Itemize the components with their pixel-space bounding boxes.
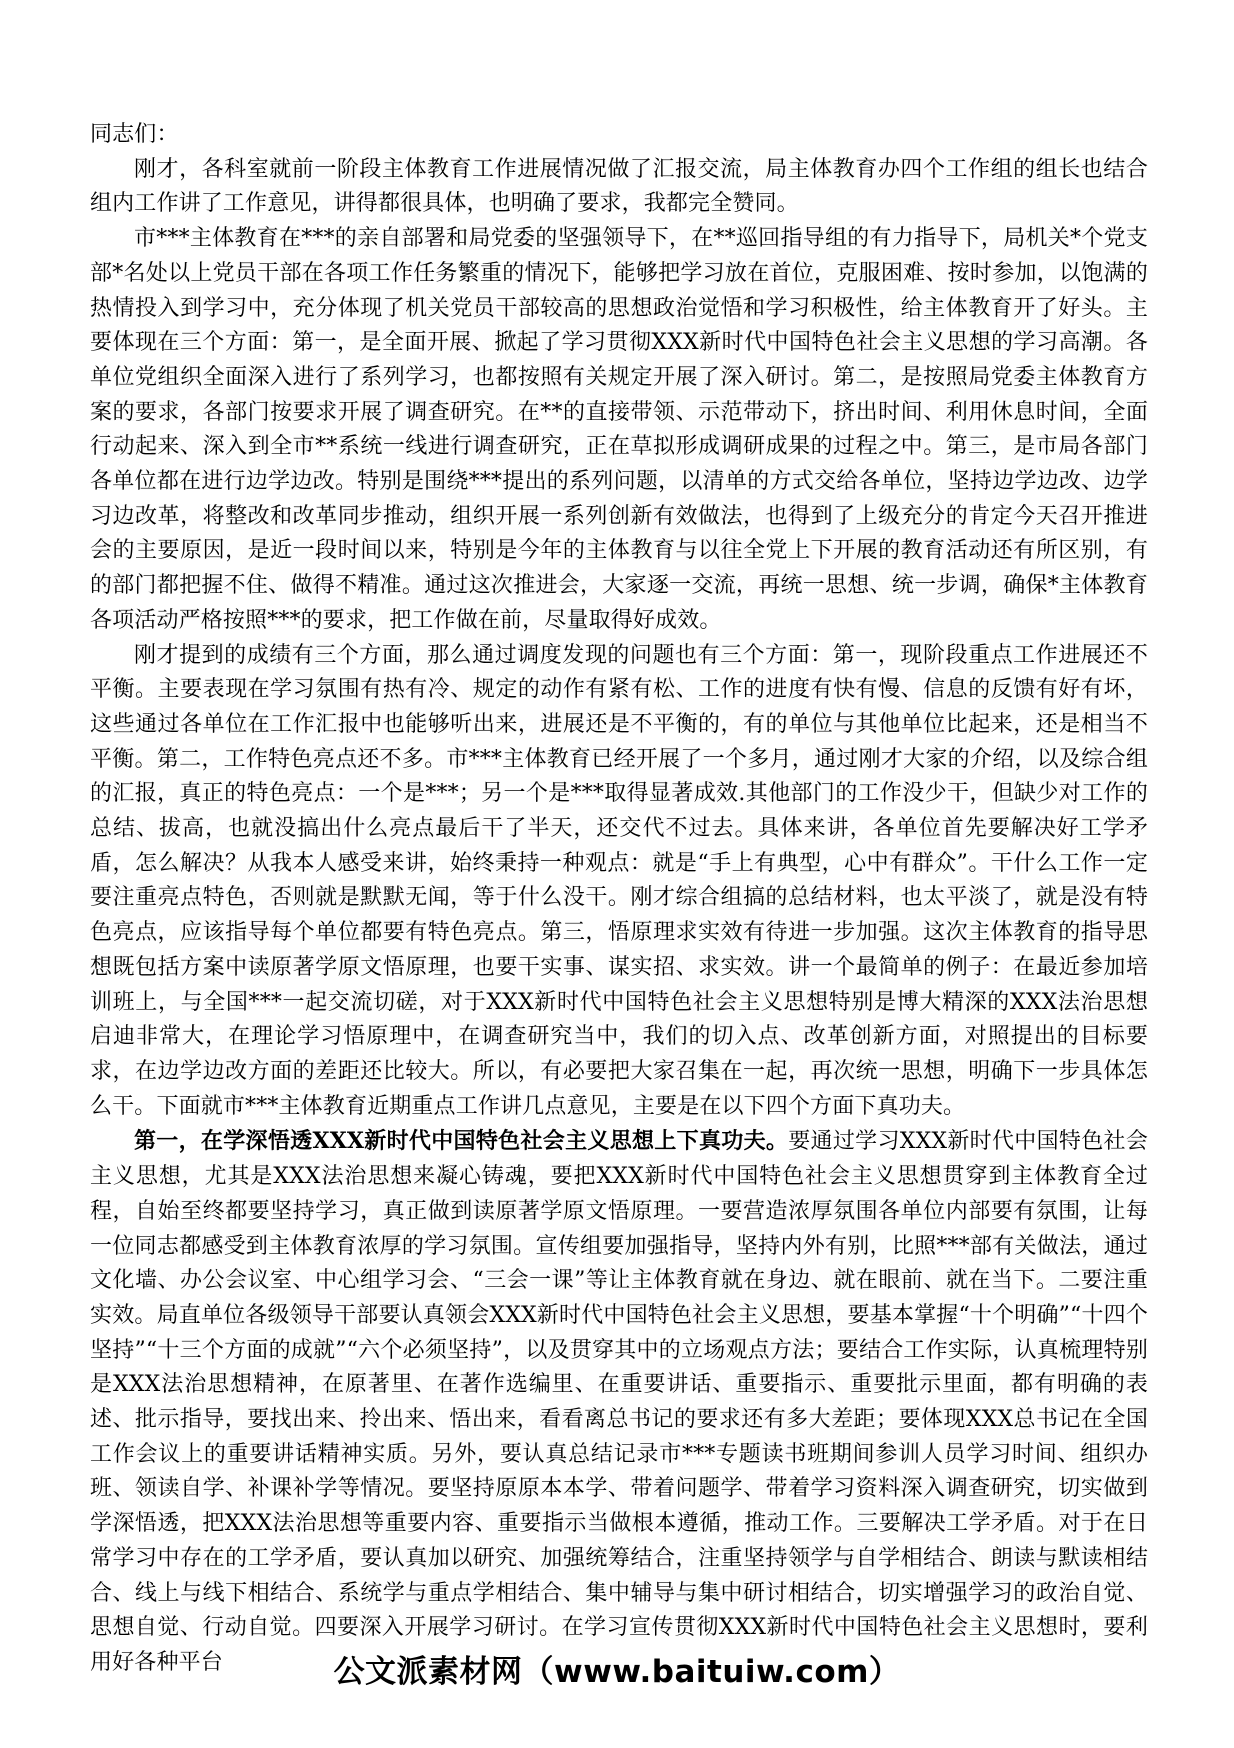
salutation: 同志们：	[90, 122, 179, 147]
document-body	[90, 118, 1148, 1681]
paragraph-3-text: 刚才提到的成绩有三个方面，那么通过调度发现的问题也有三个方面：第一，现阶段重点工作进展还不平衡。主要表现在学习氛围有热有冷、规定的动作有紧有松、工作的进度有快有慢、信息的反馈有好有坏，这些通过各单位在工作汇报中也能够听出来，进展还是不平衡的，有的单位与其他单位比起来，还是相当不平衡。第二，工作特色亮点还不多。市***主体教育已经开展了一个多月，通过刚才大家的介绍，以及综合组的汇报，真正的特色亮点：一个是***；另一个是***取得显著成效.其他部门的工作没少干，但缺少对工作的总结、拔高，也就没搞出什么亮点最后干了半天，还交代不过去。具体来讲，各单位首先要解决好工学矛盾，怎么解决？从我本人感受来讲，始终秉持一种观点：就是“手上有典型，心中有群众”。干什么工作一定要注重亮点特色，否则就是默默无闻，等于什么没干。刚才综合组搞的总结材料，也太平淡了，就是没有特色亮点，应该指导每个单位都要有特色亮点。第三，悟原理求实效有待进一步加强。这次主体教育的指导思想既包括方案中读原著学原文悟原理，也要干实事、谋实招、求实效。讲一个最简单的例子：在最近参加培训班上，与全国***一起交流切磋，对于XXX新时代中国特色社会主义思想特别是博大精深的XXX法治思想启迪非常大，在理论学习悟原理中，在调查研究当中，我们的切入点、改革创新方面，对照提出的目标要求，在边学边改方面的差距还比较大。所以，有必要把大家召集在一起，再次统一思想，明确下一步具体怎么干。下面就市***主体教育近期重点工作讲几点意见，主要是在以下四个方面下真功夫。	[90, 642, 1148, 1119]
section-heading: 第一，在学深悟透XXX新时代中国特色社会主义思想上下真功夫。	[134, 1128, 789, 1155]
paragraph-1-text: 刚才，各科室就前一阶段主体教育工作进展情况做了汇报交流，局主体教育办四个工作组的组长也结合组内工作讲了工作意见，讲得都很具体，也明确了要求，我都完全赞同。	[90, 156, 1148, 217]
paragraph-3	[90, 639, 1148, 1125]
footer-watermark: 公文派素材网（www.baituiw.com）	[333, 1654, 901, 1690]
paragraph-4	[90, 1124, 1148, 1680]
paragraph-2-text: 市***主体教育在***的亲自部署和局党委的坚强领导下，在**巡回指导组的有力指导下，局机关*个党支部*名处以上党员干部在各项工作任务繁重的情况下，能够把学习放在首位，克服困难、按时参加，以饱满的热情投入到学习中，充分体现了机关党员干部较高的思想政治觉悟和学习积极性，给主体教育开了好头。主要体现在三个方面：第一，是全面开展、掀起了学习贯彻XXX新时代中国特色社会主义思想的学习高潮。各单位党组织全面深入进行了系列学习，也都按照有关规定开展了深入研讨。第二，是按照局党委主体教育方案的要求，各部门按要求开展了调查研究。在**的直接带领、示范带动下，挤出时间、利用休息时间，全面行动起来、深入到全市**系统一线进行调查研究，正在草拟形成调研成果的过程之中。第三，是市局各部门各单位都在进行边学边改。特别是围绕***提出的系列问题，以清单的方式交给各单位，坚持边学边改、边学习边改革，将整改和改革同步推动，组织开展一系列创新有效做法，也得到了上级充分的肯定今天召开推进会的主要原因，是近一段时间以来，特别是今年的主体教育与以往全党上下开展的教育活动还有所区别，有的部门都把握不住、做得不精准。通过这次推进会，大家逐一交流，再统一思想、统一步调，确保*主体教育各项活动严格按照***的要求，把工作做在前，尽量取得好成效。	[90, 226, 1148, 633]
paragraph-2	[90, 222, 1148, 638]
paragraph-1	[90, 153, 1148, 222]
paragraph-4-text: 要通过学习XXX新时代中国特色社会主义思想，尤其是XXX法治思想来凝心铸魂，要把XXX新时代中国特色社会主义思想贯穿到主体教育全过程，自始至终都要坚持学习，真正做到读原著学原文悟原理。一要营造浓厚氛围各单位内部要有氛围，让每一位同志都感受到主体教育浓厚的学习氛围。宣传组要加强指导，坚持内外有别，比照***部有关做法，通过文化墙、办公会议室、中心组学习会、“三会一课”等让主体教育就在身边、就在眼前、就在当下。二要注重实效。局直单位各级领导干部要认真领会XXX新时代中国特色社会主义思想，要基本掌握“十个明确”“十四个坚持”“十三个方面的成就”“六个必须坚持”，以及贯穿其中的立场观点方法；要结合工作实际，认真梳理特别是XXX法治思想精神，在原著里、在著作选编里、在重要讲话、重要指示、重要批示里面，都有明确的表述、批示指导，要找出来、拎出来、悟出来，看看离总书记的要求还有多大差距；要体现XXX总书记在全国工作会议上的重要讲话精神实质。另外，要认真总结记录市***专题读书班期间参训人员学习时间、组织办班、领读自学、补课补学等情况。要坚持原原本本学、带着问题学、带着学习资料深入调查研究，切实做到学深悟透，把XXX法治思想等重要内容、重要指示当做根本遵循，推动工作。三要解决工学矛盾。对于在日常学习中存在的工学矛盾，要认真加以研究、加强统筹结合，注重坚持领学与自学相结合、朗读与默读相结合、线上与线下相结合、系统学与重点学相结合、集中辅导与集中研讨相结合，切实增强学习的政治自觉、思想自觉、行动自觉。四要深入开展学习研讨。在学习宣传贯彻XXX新时代中国特色社会主义思想时，要利用好各种平台	[90, 1129, 1148, 1675]
